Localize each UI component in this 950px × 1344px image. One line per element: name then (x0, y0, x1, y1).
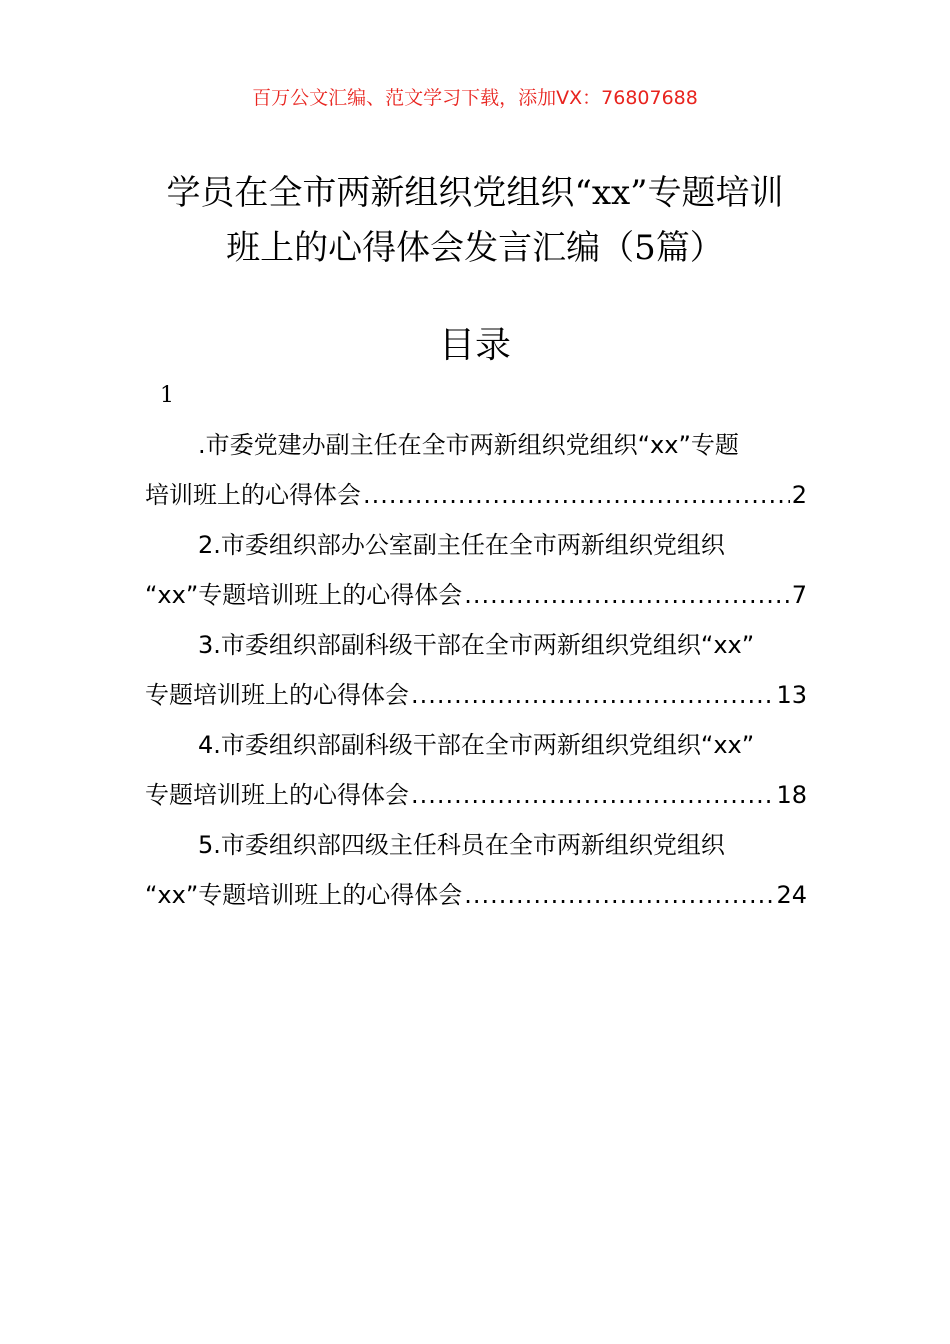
toc-entry-3[interactable] (145, 620, 807, 720)
toc-entry-title-cont: “xx”专题培训班上的心得体会 (145, 581, 463, 609)
toc-entry-4[interactable] (145, 720, 807, 820)
dot-leader (411, 670, 774, 720)
toc-entry-2[interactable] (145, 520, 807, 620)
dot-leader (464, 870, 774, 920)
title-text: 学员在全市两新组织党组织 (166, 173, 575, 213)
title-quoted-term: “xx” (574, 173, 648, 213)
title-line-2 (120, 221, 830, 276)
toc-page-number: 7 (791, 581, 807, 609)
dot-leader (464, 570, 789, 620)
toc-entry-title: 3.市委组织部副科级干部在全市两新组织党组织“xx” (198, 631, 755, 659)
toc-entry-title-cont: “xx”专题培训班上的心得体会 (145, 881, 463, 909)
toc-entry-5[interactable] (145, 820, 807, 920)
toc-entry-1[interactable] (145, 420, 807, 520)
toc-entry-title: 5.市委组织部四级主任科员在全市两新组织党组织 (198, 831, 725, 859)
toc-entry-title-cont: 培训班上的心得体会 (145, 481, 361, 509)
toc-entry-title: 2.市委组织部办公室副主任在全市两新组织党组织 (198, 531, 725, 559)
toc-page-number: 13 (776, 681, 807, 709)
title-line-1 (120, 166, 830, 221)
title-count: 5 (634, 228, 656, 268)
toc-page-number: 2 (791, 481, 807, 509)
toc-entry-title: 4.市委组织部副科级干部在全市两新组织党组织“xx” (198, 731, 755, 759)
title-text: 篇） (655, 228, 724, 268)
header-note: 百万公文汇编、范文学习下载，添加VX：76807688 (252, 87, 698, 109)
document-title (120, 166, 830, 276)
title-text: 班上的心得体会发言汇编（ (226, 228, 635, 268)
title-text: 专题培训 (647, 173, 784, 213)
toc-heading: 目录 (438, 325, 511, 366)
toc-list-marker: 1 (160, 383, 174, 408)
toc-entry-title: .市委党建办副主任在全市两新组织党组织“xx”专题 (198, 431, 739, 459)
toc-entry-title-cont: 专题培训班上的心得体会 (145, 781, 409, 809)
dot-leader (363, 470, 790, 520)
toc-page-number: 18 (776, 781, 807, 809)
dot-leader (411, 770, 774, 820)
toc-page-number: 24 (776, 881, 807, 909)
toc-entry-title-cont: 专题培训班上的心得体会 (145, 681, 409, 709)
table-of-contents (145, 420, 807, 920)
